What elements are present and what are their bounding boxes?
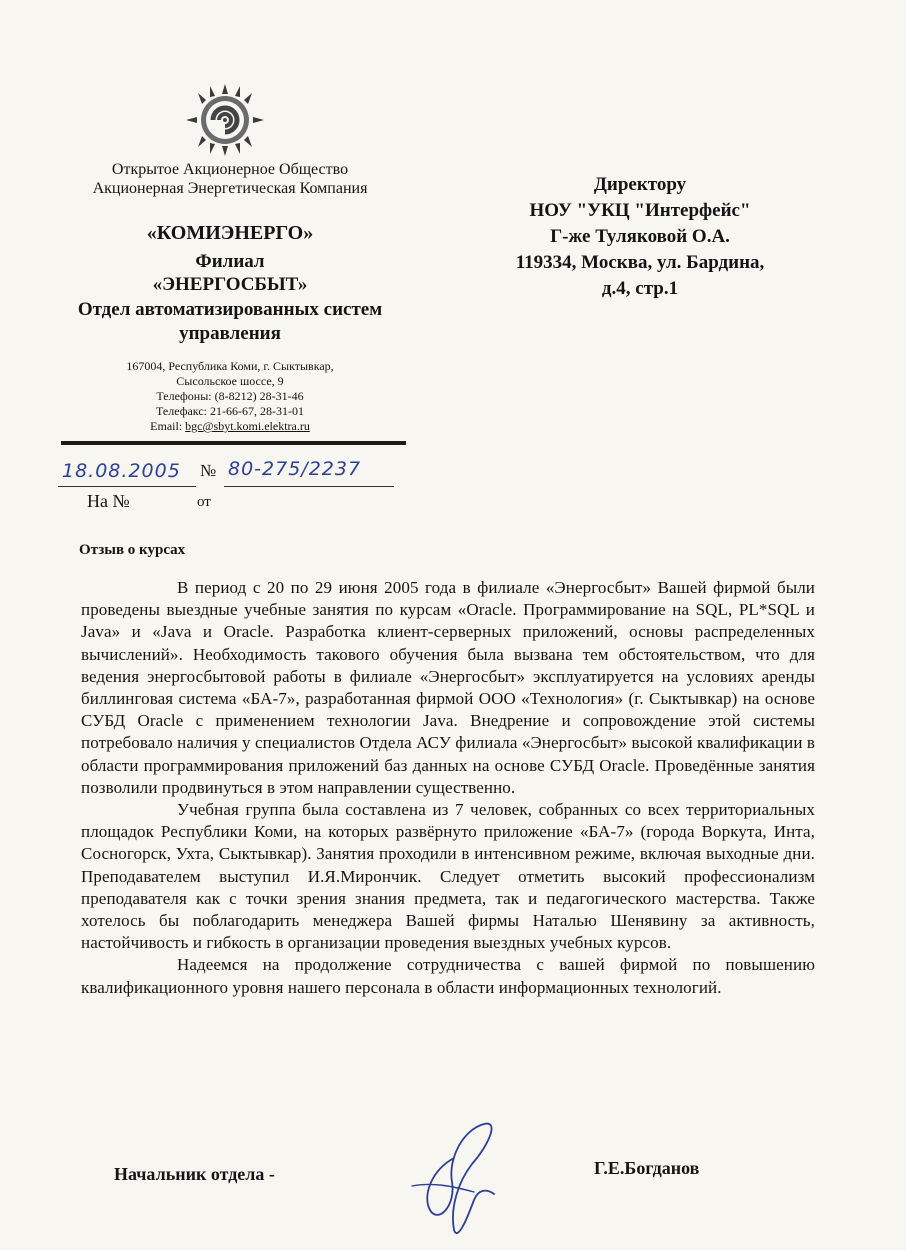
dept-name-line1: Отдел автоматизированных систем (77, 299, 383, 320)
org-name-line1: Открытое Акционерное Общество (111, 161, 349, 178)
addressee-line2: НОУ "УКЦ "Интерфейс" (529, 200, 751, 221)
letter-body (81, 577, 815, 999)
addressee-line1: Директору (593, 174, 687, 195)
branch-name: «ЭНЕРГОСБЫТ» (152, 274, 308, 295)
reg-number: 80-275/2237 (228, 458, 362, 480)
letterhead (30, 160, 430, 198)
reg-number-line (224, 486, 394, 487)
signatory-title: Начальник отдела - (114, 1164, 275, 1184)
body-paragraph-1: В период с 20 по 29 июня 2005 года в филиале «Энергосбыт» Вашей фирмой были проведены выездные учебные занятия по курсам «Oracle. Программирование на SQL, PL*SQL и Java» и «Java и Oracle. Разработка клиент-серверных приложений, основы распределенных вычислений». Необходимость такового обучения была вызвана тем обстоятельством, что для ведения энергосбытовой работы в филиале «Энергосбыт» эксплуатируется на условиях аренды биллинговая система «БА-7», разработанная фирмой ООО «Технология» (г. Сыктывкар) на основе СУБД Oracle с применением технологии Java. Внедрение и сопровождение этой системы потребовало наличия у специалистов Отдела АСУ филиала «Энергосбыт» высокой квалификации в области программирования приложений баз данных на основе СУБД Oracle. Проведённые занятия позволили продвинуться в этом направлении существенно. (81, 578, 815, 797)
email-link[interactable]: bgc@sbyt.komi.elektra.ru (185, 419, 310, 433)
signatory-name: Г.Е.Богданов (594, 1158, 700, 1178)
reg-date-line (58, 486, 196, 487)
reply-to-date-label: от (197, 494, 211, 510)
letterhead-address (30, 359, 430, 434)
sun-swirl-logo-icon (182, 82, 268, 158)
address-line1: 167004, Республика Коми, г. Сыктывкар, (126, 359, 334, 373)
dept-name-line2: управления (179, 323, 281, 344)
company-name: «КОМИЭНЕРГО» (146, 222, 314, 244)
reg-date: 18.08.2005 (62, 460, 181, 482)
reg-number-label: № (200, 461, 217, 480)
body-paragraph-2: Учебная группа была составлена из 7 человек, собранных со всех территориальных площадок Республики Коми, на которых развёрнуто приложение «БА-7» (города Воркута, Инта, Сосногорск, Ухта, Сыктывкар). Занятия проходили в интенсивном режиме, включая выходные дни. Преподавателем выступил И.Я.Мирончик. Следует отметить высокий профессионализм преподавателя как с точки зрения знания предмета, так и педагогического мастерства. Также хотелось бы поблагодарить менеджера Вашей фирмы Наталью Шенявину за активность, настойчивость и гибкость в организации проведения выездных учебных курсов. (81, 800, 815, 953)
org-name-line2: Акционерная Энергетическая Компания (92, 180, 368, 197)
addressee-block (470, 172, 810, 302)
phones: Телефоны: (8-8212) 28-31-46 (156, 389, 304, 403)
reply-to-number-label: На № (87, 491, 130, 511)
signature-scribble-icon (392, 1120, 512, 1245)
address-line2: Сысольское шоссе, 9 (176, 374, 284, 388)
addressee-line3: Г-же Туляковой О.А. (550, 226, 730, 247)
fax: Телефакс: 21-66-67, 28-31-01 (156, 404, 304, 418)
body-paragraph-3: Надеемся на продолжение сотрудничества с вашей фирмой по повышению квалификационного уровня нашего персонала в области информационных технологий. (81, 955, 815, 997)
addressee-line5: д.4, стр.1 (601, 278, 679, 299)
letterhead-divider (61, 441, 406, 445)
company-logo (182, 82, 268, 158)
addressee-line4: 119334, Москва, ул. Бардина, (515, 252, 765, 273)
branch-label: Филиал (195, 251, 265, 272)
email-row (30, 419, 430, 434)
subject-title: Отзыв о курсах (79, 542, 186, 558)
handwritten-signature (392, 1120, 512, 1245)
email-label: Email: (150, 419, 186, 433)
